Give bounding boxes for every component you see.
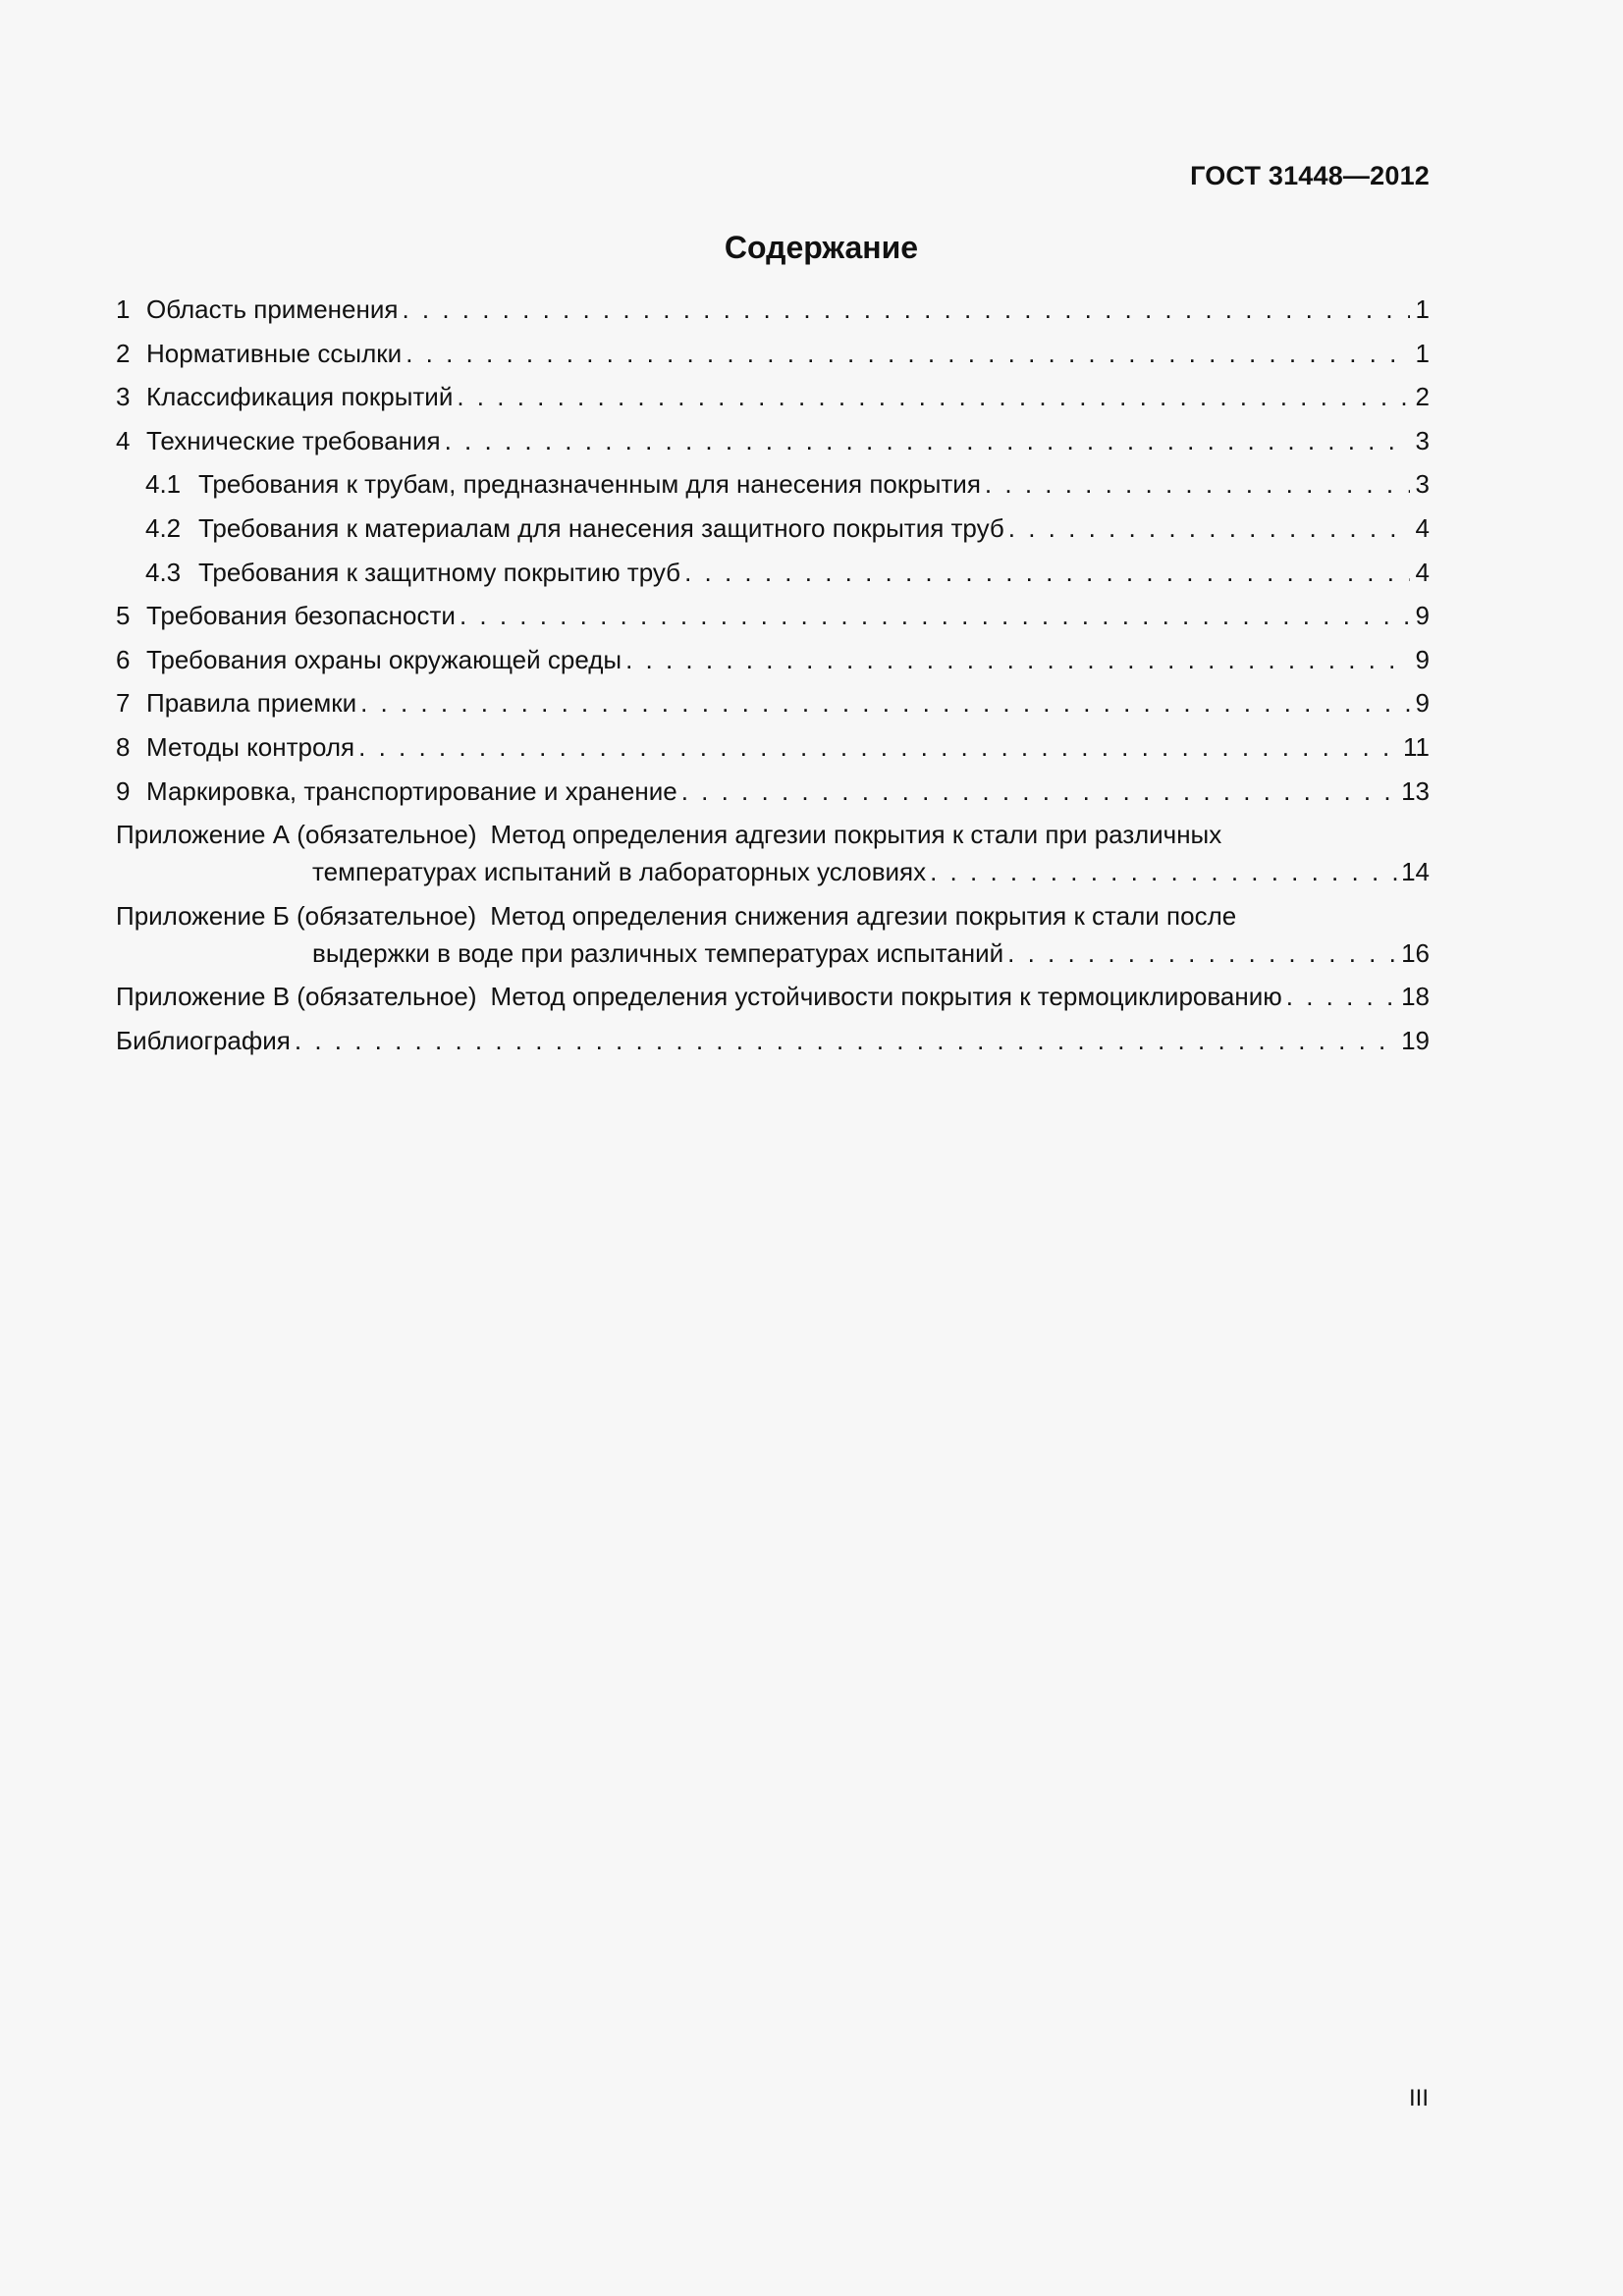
toc-entry-page: 18: [1401, 982, 1430, 1012]
toc-entry-label: Технические требования: [146, 425, 441, 455]
toc-entry-4[interactable]: [116, 426, 1430, 470]
toc-entry-page: 2: [1415, 382, 1430, 412]
dot-leader: [402, 294, 1410, 325]
toc-entry-1[interactable]: [116, 294, 1430, 339]
toc-entry-number: 4.2: [145, 512, 182, 543]
annex-title-line2: температурах испытаний в лабораторных условиях: [312, 857, 927, 887]
toc-entry-number: 4.3: [145, 557, 182, 587]
toc-entry-number: 1: [116, 294, 131, 324]
toc-entry-6[interactable]: [116, 645, 1430, 689]
toc-entry-5[interactable]: [116, 601, 1430, 645]
toc-annex-b[interactable]: [116, 901, 1430, 983]
toc-entry-page: 1: [1415, 338, 1430, 368]
toc-entry-label: Нормативные ссылки: [146, 338, 403, 368]
toc-entry-4-1[interactable]: [116, 469, 1430, 513]
dot-leader: [358, 732, 1399, 763]
toc-entry-page: 11: [1403, 731, 1430, 762]
toc-entry-3[interactable]: [116, 382, 1430, 426]
toc-entry-page: 4: [1415, 512, 1430, 543]
page-number: III: [1408, 2085, 1429, 2111]
toc-entry-label: Область применения: [146, 294, 399, 324]
dot-leader: [295, 1026, 1397, 1056]
dot-leader: [406, 339, 1410, 369]
toc-annex-c[interactable]: [116, 982, 1430, 1026]
annex-prefix: Приложение В (обязательное): [116, 982, 477, 1012]
toc-entry-label: Требования охраны окружающей среды: [146, 644, 622, 674]
dot-leader: [445, 426, 1410, 456]
toc-entry-page: 13: [1401, 775, 1430, 806]
toc-entry-number: 6: [116, 644, 131, 674]
toc-entry-label: Требования к защитному покрытию труб: [198, 557, 681, 587]
toc-entry-7[interactable]: [116, 688, 1430, 732]
toc-entry-label: Классификация покрытий: [146, 382, 454, 412]
toc-entry-number: 2: [116, 338, 131, 368]
toc-entry-page: 9: [1415, 688, 1430, 719]
dot-leader: [625, 645, 1410, 675]
toc-entry-page: 9: [1415, 601, 1430, 631]
toc-entry-number: 8: [116, 731, 131, 762]
toc-entry-page: 3: [1415, 425, 1430, 455]
dot-leader: [930, 857, 1397, 887]
dot-leader: [1286, 982, 1397, 1012]
toc-entry-page: 1: [1415, 294, 1430, 324]
toc-entry-label: Требования к трубам, предназначенным для нанесения покрытия: [198, 469, 981, 500]
dot-leader: [1008, 513, 1410, 544]
toc-entry-2[interactable]: [116, 339, 1430, 383]
toc-title: Содержание: [724, 230, 919, 265]
toc-entry-page: 3: [1415, 469, 1430, 500]
toc-entry-page: 16: [1401, 937, 1430, 968]
document-designation: ГОСТ 31448—2012: [1190, 161, 1430, 190]
annex-title-line1: Метод определения адгезии покрытия к стали при различных: [490, 820, 1222, 850]
toc-entry-label: Требования к материалам для нанесения защитного покрытия труб: [198, 512, 1004, 543]
toc-entry-number: 4.1: [145, 469, 182, 500]
toc-bibliography[interactable]: [116, 1026, 1430, 1070]
toc-entry-9[interactable]: [116, 776, 1430, 821]
dot-leader: [360, 688, 1410, 719]
annex-prefix: Приложение Б (обязательное): [116, 900, 477, 931]
toc-entry-4-3[interactable]: [116, 558, 1430, 602]
toc-entry-number: 3: [116, 382, 131, 412]
toc-entry-label: Методы контроля: [146, 731, 355, 762]
toc-entry-label: Библиография: [116, 1025, 291, 1055]
dot-leader: [684, 558, 1410, 588]
toc-entry-8[interactable]: [116, 732, 1430, 776]
dot-leader: [457, 382, 1410, 412]
toc-entry-number: 4: [116, 425, 131, 455]
dot-leader: [681, 776, 1397, 807]
toc-entry-page: 9: [1415, 644, 1430, 674]
toc-entry-label: Правила приемки: [146, 688, 357, 719]
dot-leader: [985, 469, 1410, 500]
toc-entry-number: 5: [116, 601, 131, 631]
toc-entry-number: 9: [116, 775, 131, 806]
toc-entry-page: 4: [1415, 557, 1430, 587]
toc-entry-page: 14: [1401, 857, 1430, 887]
annex-title-line2: выдержки в воде при различных температурах испытаний: [312, 937, 1004, 968]
toc-annex-a[interactable]: [116, 820, 1430, 901]
table-of-contents: [116, 294, 1430, 1070]
toc-entry-label: Требования безопасности: [146, 601, 456, 631]
annex-title-line1: Метод определения устойчивости покрытия к термоциклированию: [490, 982, 1282, 1012]
toc-entry-number: 7: [116, 688, 131, 719]
dot-leader: [460, 601, 1410, 631]
dot-leader: [1007, 938, 1397, 969]
annex-title-line1: Метод определения снижения адгезии покрытия к стали после: [490, 900, 1237, 931]
annex-prefix: Приложение А (обязательное): [116, 820, 477, 850]
toc-entry-page: 19: [1401, 1025, 1430, 1055]
toc-entry-4-2[interactable]: [116, 513, 1430, 558]
toc-entry-label: Маркировка, транспортирование и хранение: [146, 775, 677, 806]
